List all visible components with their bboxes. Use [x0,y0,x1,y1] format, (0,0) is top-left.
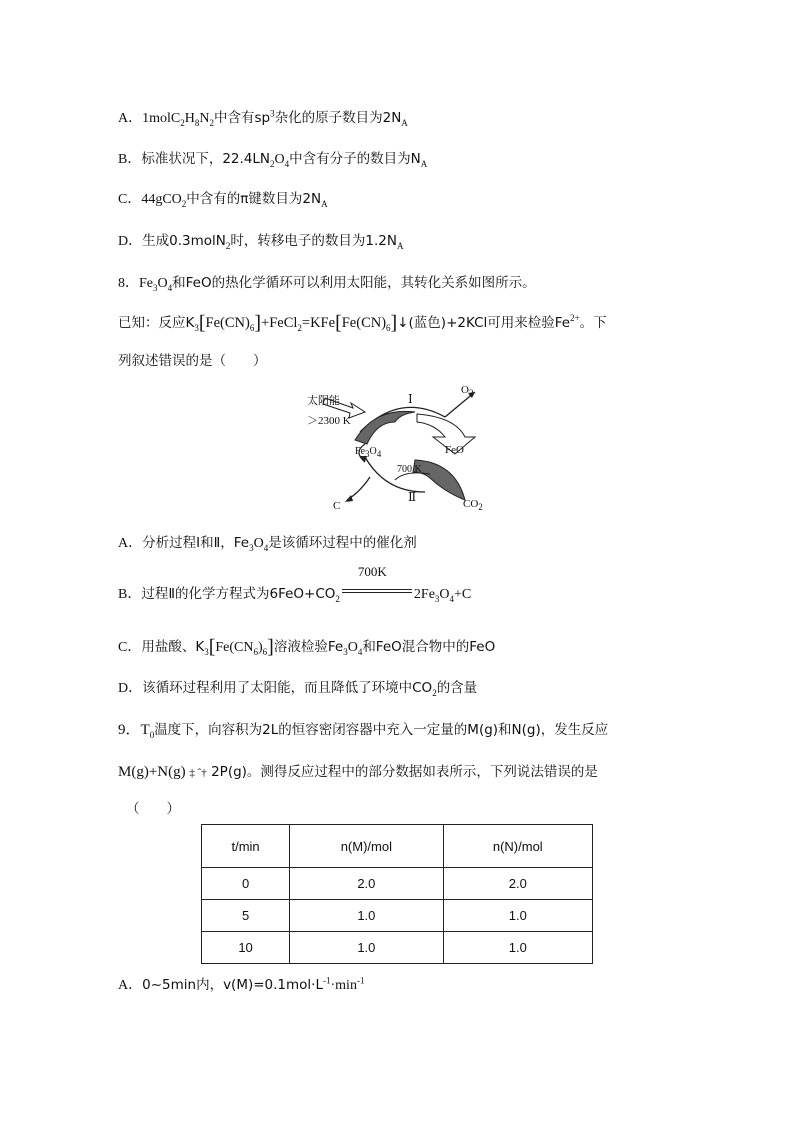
q9-data-table [201,824,593,964]
q8-known-cont: 列叙述错误的是（ ） [118,353,267,369]
table-cell: 1.0 [290,900,443,932]
temp-low-label: 700 K [397,464,422,475]
table-header-cell: n(N)/mol [443,825,592,868]
table-cell: 1.0 [290,932,443,964]
fe3o4-label: $Fe_3O_4$ [355,446,382,459]
q8-stem: 8．$Fe_3O_4$和FeO的热化学循环可以利用太阳能，其转化关系如图所示。 [118,275,536,293]
feo-label: FeO [445,444,464,456]
step-two-label: Ⅱ [408,490,417,504]
o2-label: $O_2$ [461,384,474,399]
table-cell: 2.0 [443,868,592,900]
table-cell: 1.0 [443,932,592,964]
table-cell: 10 [202,932,290,964]
reaction-arrow: 700K [342,584,412,598]
table-header-row [202,825,593,868]
q8-known: 已知：反应$K_3[Fe(CN)_6]+FeCl_2=KFe[Fe(CN)_6]↓$(蓝色)+2KCl可用来检验$Fe^{2+}$。下 [118,312,607,334]
table-cell: 5 [202,900,290,932]
q7-option-d: D．生成0.3molN$_2$时，转移电子的数目为$1.2N_A$ [118,233,404,251]
table-cell: 2.0 [290,868,443,900]
q7-option-a: A．$1molC_2H_8N_2$中含有$sp^3$杂化的原子数目为$2N_A$ [118,108,408,128]
q8-option-c: C．用盐酸、$K_3[Fe(CN_6)_6]$溶液检验$Fe_3O_4$和FeO混合物中的FeO [118,636,496,658]
step-one-label: Ⅰ [408,392,413,406]
table-cell: 0 [202,868,290,900]
co2-label: $CO_2$ [463,498,483,513]
q8-option-d: D．该循环过程利用了太阳能，而且降低了环境中$CO_2$的含量 [118,680,478,698]
table-row [202,868,593,900]
q7-option-c: C．44gCO$_2$中含有的π键数目为$2N_A$ [118,191,328,209]
q8-option-b: B．过程Ⅱ的化学方程式为$6FeO+CO_2$ 700K $2Fe_3O_4+C$ [118,564,472,604]
q9-option-a: A．0~5min内，$v(M)=0.1mol\cdot L^{-1}\cdot\min^{-1}$ [118,975,365,993]
table-row [202,900,593,932]
solar-label: 太阳能 [307,394,340,407]
thermochemical-cycle-diagram [305,382,495,517]
table-header-cell: t/min [202,825,290,868]
q9-stem-line1: 9．$T_0$温度下，向容积为2L的恒容密闭容器中充入一定量的M(g)和N(g)，发生反应 [118,722,609,740]
q9-stem-line2: M(g)+N(g) ‡ ˆ† 2P(g)。测得反应过程中的部分数据如表所示，下列说法错误的是 [118,764,598,780]
table-header-cell: n(M)/mol [290,825,443,868]
q9-stem-line3: （ ） [126,801,180,817]
table-cell: 1.0 [443,900,592,932]
table-row [202,932,593,964]
carbon-label: C [333,500,341,512]
temp-high-label: ＞2300 K [307,415,351,427]
q8-option-a: A．分析过程Ⅰ和Ⅱ，$Fe_3O_4$是该循环过程中的催化剂 [118,535,417,553]
q7-option-b: B．标准状况下，$22.4LN_2O_4$中含有分子的数目为$N_A$ [118,151,428,169]
